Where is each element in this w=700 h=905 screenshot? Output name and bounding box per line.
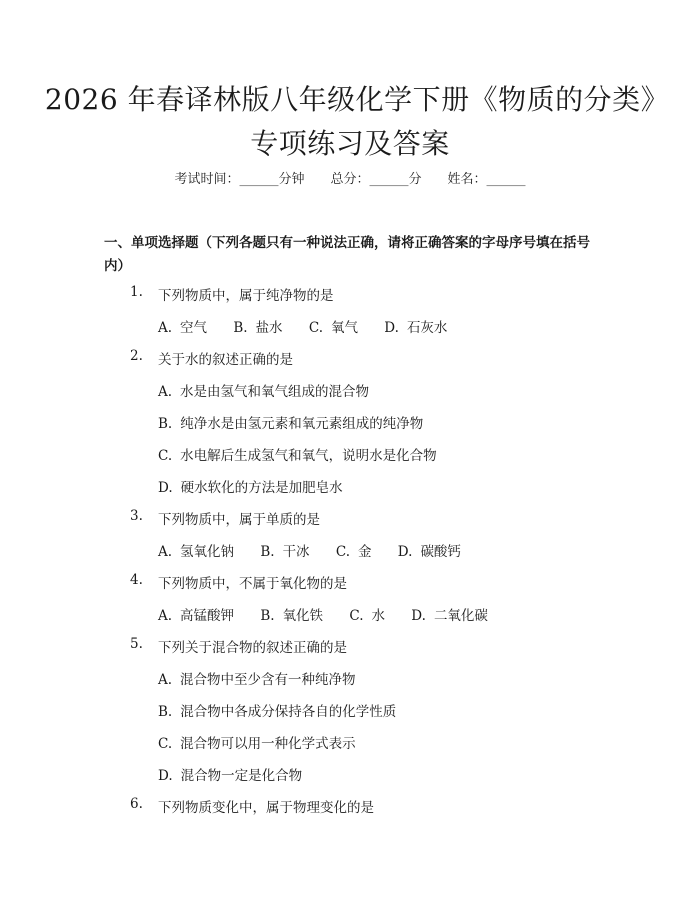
question-number: 1. (130, 284, 143, 300)
question-text: 下列物质中，属于单质的是 (158, 512, 320, 528)
option-text: 水电解后生成氢气和氧气，说明水是化合物 (180, 448, 437, 464)
option-letter: B. (260, 544, 275, 560)
option-text: 水 (371, 608, 385, 624)
option-text: 盐水 (255, 320, 283, 336)
option-letter: A. (158, 608, 173, 624)
option-text: 氧气 (331, 320, 358, 336)
option (158, 316, 207, 336)
option (158, 764, 302, 784)
option (158, 604, 234, 624)
option (158, 412, 423, 432)
document-title: 2026 年春译林版八年级化学下册《物质的分类》专项练习及答案 (44, 83, 656, 160)
total-score: 总分：______分 (330, 172, 422, 187)
option (233, 316, 282, 336)
option-letter: B. (260, 608, 275, 624)
question-text: 下列物质变化中，属于物理变化的是 (158, 800, 374, 816)
option-text: 高锰酸钾 (180, 608, 235, 624)
option-text: 纯净水是由氢元素和氧元素组成的纯净物 (180, 416, 424, 432)
option-letter: D. (384, 320, 399, 336)
option-letter: C. (335, 544, 350, 560)
option-letter: B. (233, 320, 248, 336)
option (384, 316, 447, 336)
option-row (158, 316, 469, 336)
option-letter: A. (158, 384, 173, 400)
option-text: 水是由氢气和氧气组成的混合物 (180, 384, 370, 400)
option-text: 金 (358, 544, 372, 560)
option (349, 604, 385, 624)
option (158, 444, 437, 464)
option-text: 混合物一定是化合物 (180, 768, 303, 784)
option-letter: D. (158, 768, 173, 784)
option-text: 碳酸钙 (420, 544, 461, 560)
option-letter: A. (158, 672, 173, 688)
question-number: 6. (130, 796, 143, 812)
option-letter: B. (158, 704, 173, 720)
option-letter: C. (349, 608, 364, 624)
option-letter: D. (411, 608, 426, 624)
question-text: 下列物质中，属于纯净物的是 (158, 288, 334, 304)
section-title: 一、单项选择题（下列各题只有一种说法正确，请将正确答案的字母序号填在括号内） (104, 235, 590, 274)
option-text: 氢氧化钠 (180, 544, 235, 560)
option-row (158, 540, 483, 560)
option-letter: D. (397, 544, 413, 560)
option-letter: C. (308, 320, 323, 336)
option (309, 316, 358, 336)
exam-meta (0, 168, 700, 187)
option (158, 476, 343, 496)
option-text: 氧化铁 (282, 608, 324, 624)
option-text: 干冰 (282, 544, 310, 560)
option (411, 604, 488, 624)
option-letter: D. (158, 480, 173, 496)
option-text: 混合物中各成分保持各自的化学性质 (180, 704, 397, 720)
question-number: 3. (130, 508, 143, 524)
option (158, 668, 356, 688)
option-text: 二氧化碳 (433, 608, 488, 624)
question-number: 2. (130, 348, 143, 364)
option (158, 700, 396, 720)
option-text: 石灰水 (406, 320, 448, 336)
option-text: 空气 (180, 320, 208, 336)
option-row (158, 604, 510, 624)
option (158, 380, 369, 400)
question-number: 5. (130, 636, 143, 652)
option-text: 混合物可以用一种化学式表示 (180, 736, 356, 752)
student-name: 姓名：______ (447, 172, 526, 187)
option-text: 硬水软化的方法是加肥皂水 (180, 480, 343, 496)
option (398, 540, 461, 560)
question-number: 4. (130, 572, 143, 588)
exam-time: 考试时间：______分钟 (174, 172, 305, 187)
option (158, 540, 234, 560)
option-letter: A. (158, 320, 173, 336)
question-text: 关于水的叙述正确的是 (158, 352, 293, 368)
option (260, 604, 323, 624)
option-text: 混合物中至少含有一种纯净物 (180, 672, 356, 688)
option-letter: C. (158, 736, 173, 752)
question-text: 下列物质中，不属于氧化物的是 (158, 576, 347, 592)
option (260, 540, 309, 560)
option-letter: A. (158, 544, 173, 560)
option-letter: B. (158, 416, 173, 432)
option (158, 732, 356, 752)
option-letter: C. (158, 448, 173, 464)
option (336, 540, 372, 560)
question-text: 下列关于混合物的叙述正确的是 (158, 640, 347, 656)
